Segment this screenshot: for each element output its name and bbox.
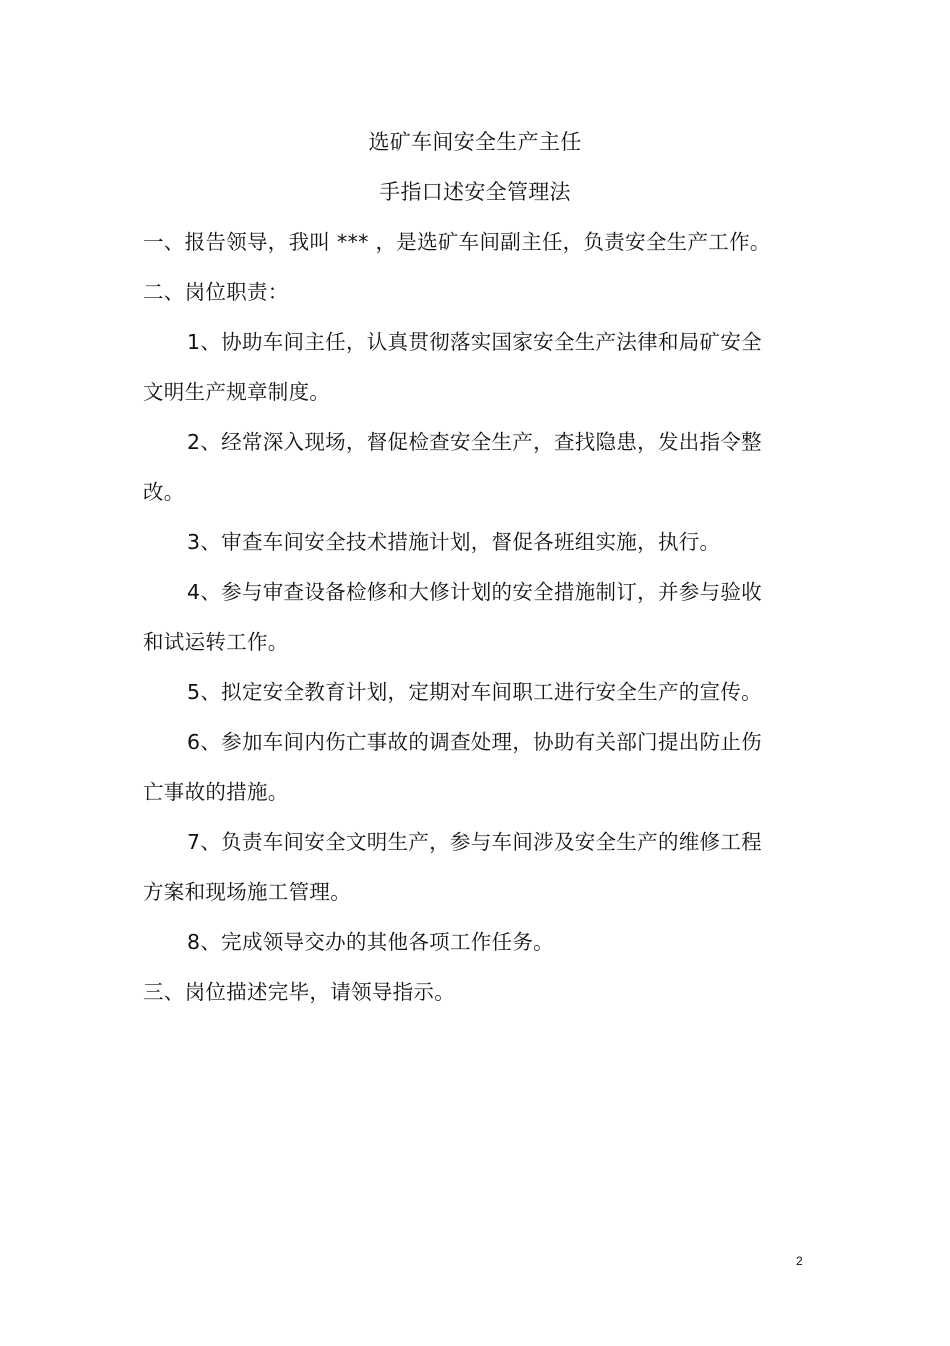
- list-item-line: 7、负责车间安全文明生产，参与车间涉及安全生产的维修工程: [187, 830, 762, 854]
- list-item-line: 4、参与审查设备检修和大修计划的安全措施制订，并参与验收: [187, 580, 762, 604]
- list-item-line: 亡事故的措施。: [143, 780, 289, 804]
- list-item-line: 1、协助车间主任，认真贯彻落实国家安全生产法律和局矿安全: [187, 330, 762, 354]
- list-item-line: 5、拟定安全教育计划，定期对车间职工进行安全生产的宣传。: [187, 680, 762, 704]
- list-item-line: 方案和现场施工管理。: [143, 880, 351, 904]
- document-title-line-1: 选矿车间安全生产主任: [368, 130, 582, 154]
- list-item-line: 文明生产规章制度。: [143, 380, 331, 404]
- section-heading-duties: 二、岗位职责：: [143, 280, 289, 304]
- intro-paragraph: 一、报告领导，我叫 *** ，是选矿车间副主任，负责安全生产工作。: [143, 230, 771, 254]
- page-number: 2: [796, 1254, 803, 1268]
- list-item-line: 6、参加车间内伤亡事故的调查处理，协助有关部门提出防止伤: [187, 730, 762, 754]
- closing-paragraph: 三、岗位描述完毕，请领导指示。: [143, 980, 455, 1004]
- list-item-line: 2、经常深入现场，督促检查安全生产，查找隐患，发出指令整: [187, 430, 762, 454]
- list-item-line: 改。: [143, 480, 185, 504]
- list-item-line: 8、完成领导交办的其他各项工作任务。: [187, 930, 554, 954]
- document-title-line-2: 手指口述安全管理法: [379, 180, 571, 204]
- list-item-line: 3、审查车间安全技术措施计划，督促各班组实施，执行。: [187, 530, 721, 554]
- list-item-line: 和试运转工作。: [143, 630, 289, 654]
